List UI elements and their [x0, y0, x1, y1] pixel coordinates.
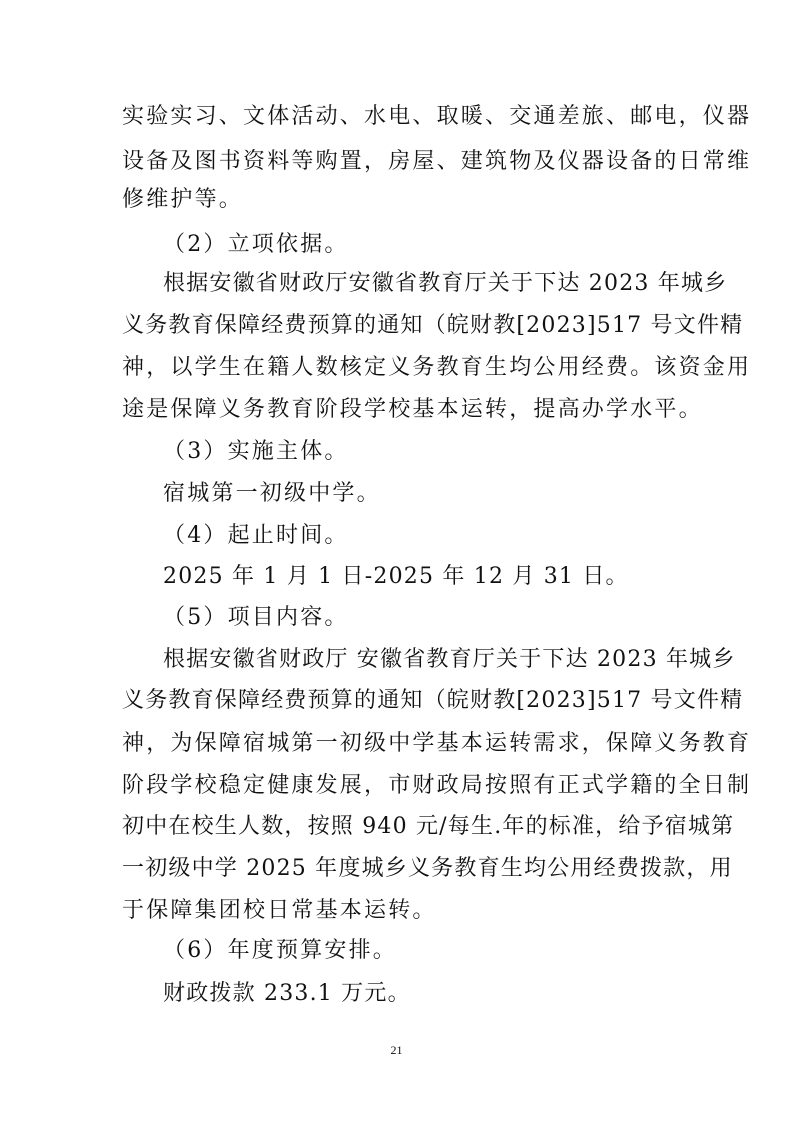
body-text-line: 阶段学校稳定健康发展，市财政局按照有正式学籍的全日制: [122, 773, 752, 798]
section-heading: （5）项目内容。: [163, 605, 349, 630]
body-text-line: 宿城第一初级中学。: [163, 481, 381, 506]
section-heading: （6）年度预算安排。: [163, 938, 397, 963]
page-number: 21: [390, 1043, 403, 1057]
body-text-line: 于保障集团校日常基本运转。: [122, 898, 437, 923]
body-text-line: 神，以学生在籍人数核定义务教育生均公用经费。该资金用: [122, 355, 752, 380]
section-heading: （2）立项依据。: [163, 232, 349, 257]
body-text-line: 修维护等。: [122, 187, 244, 212]
body-text-line: 根据安徽省财政厅 安徽省教育厅关于下达 2023 年城乡: [163, 647, 736, 672]
body-text-line: 设备及图书资料等购置，房屋、建筑物及仪器设备的日常维: [122, 149, 752, 174]
section-heading: （3）实施主体。: [163, 439, 349, 464]
body-text-line: 义务教育保障经费预算的通知（皖财教[2023]517 号文件精: [122, 688, 744, 713]
body-text-line: 义务教育保障经费预算的通知（皖财教[2023]517 号文件精: [122, 313, 744, 338]
body-text-line: 2025 年 1 月 1 日-2025 年 12 月 31 日。: [163, 564, 629, 589]
body-text-line: 初中在校生人数，按照 940 元/每生.年的标准，给予宿城第: [122, 814, 735, 839]
body-text-line: 根据安徽省财政厅安徽省教育厅关于下达 2023 年城乡: [163, 271, 728, 296]
section-heading: （4）起止时间。: [163, 523, 349, 548]
body-text-line: 实验实习、文体活动、水电、取暖、交通差旅、邮电，仪器: [122, 104, 752, 129]
body-text-line: 神，为保障宿城第一初级中学基本运转需求，保障义务教育: [122, 731, 752, 756]
body-text-line: 财政拨款 233.1 万元。: [163, 981, 411, 1006]
body-text-line: 一初级中学 2025 年度城乡义务教育生均公用经费拨款，用: [122, 856, 733, 881]
body-text-line: 途是保障义务教育阶段学校基本运转，提高办学水平。: [122, 397, 703, 422]
